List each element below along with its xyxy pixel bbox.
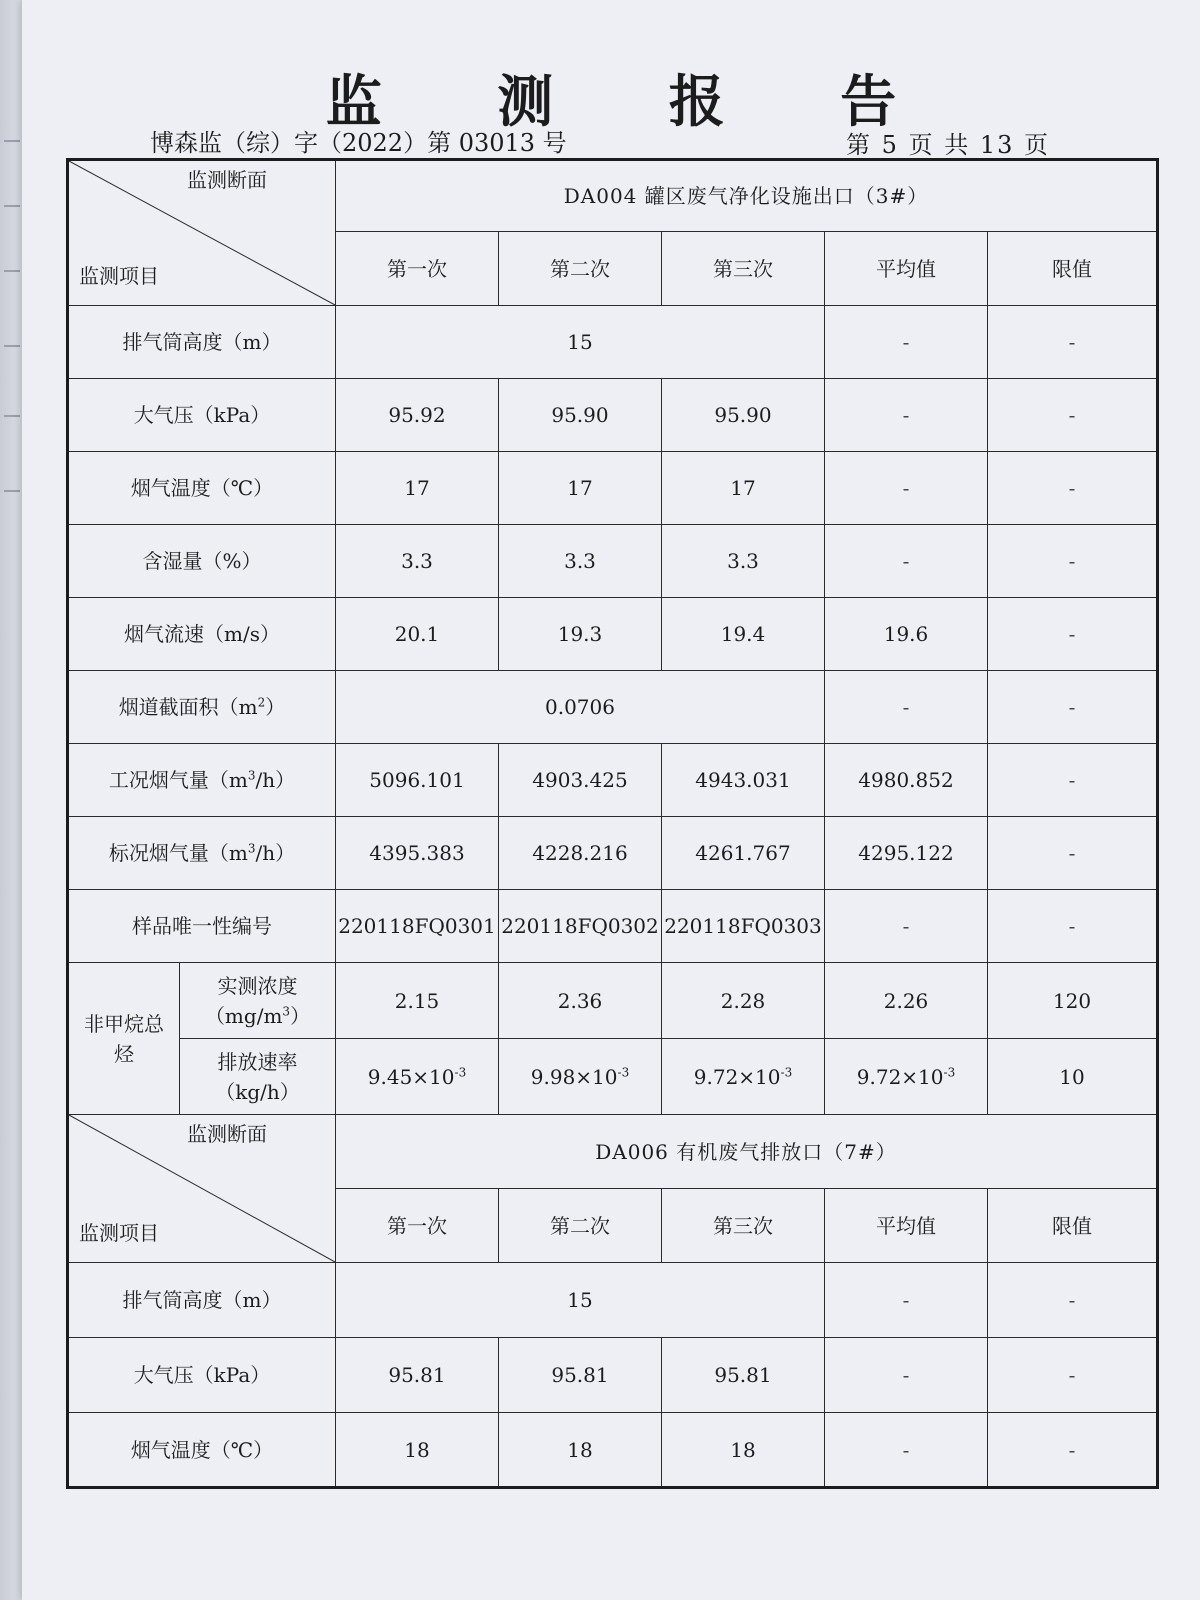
- col-limit: 限值: [988, 232, 1158, 306]
- binding-strip: [0, 0, 22, 1600]
- sub-label-line1: 实测浓度: [217, 973, 298, 998]
- col-third: 第三次: [662, 1189, 825, 1263]
- corner-cell: [68, 160, 336, 306]
- col-second: 第二次: [499, 1189, 662, 1263]
- value-2: 4228.216: [499, 817, 662, 890]
- value-2: 2.36: [499, 963, 662, 1039]
- limit-value: 10: [988, 1039, 1158, 1115]
- value-2: 19.3: [499, 598, 662, 671]
- value-3: 3.3: [662, 525, 825, 598]
- row-label: [68, 744, 336, 817]
- value-base: 9.72×10: [693, 1064, 781, 1089]
- limit-value: -: [988, 671, 1158, 744]
- section2-name: DA006 有机废气排放口（7#）: [336, 1115, 1158, 1189]
- value-2: 17: [499, 452, 662, 525]
- value-base: 9.45×10: [367, 1064, 455, 1089]
- merged-value: 15: [336, 1263, 825, 1338]
- avg-value: -: [825, 306, 988, 379]
- avg-value: -: [825, 1263, 988, 1338]
- value-3: 4261.767: [662, 817, 825, 890]
- section1-name: DA004 罐区废气净化设施出口（3#）: [336, 160, 1158, 232]
- value-2: [499, 1039, 662, 1115]
- value-base: 9.72×10: [856, 1064, 944, 1089]
- value-2: 4903.425: [499, 744, 662, 817]
- col-second: 第二次: [499, 232, 662, 306]
- row-label: 大气压（kPa）: [68, 379, 336, 452]
- limit-value: -: [988, 817, 1158, 890]
- value-2: 95.81: [499, 1338, 662, 1413]
- limit-value: -: [988, 306, 1158, 379]
- value-1: 95.81: [336, 1338, 499, 1413]
- label-text-end: /h）: [255, 768, 296, 792]
- value-2: 220118FQ0302: [499, 890, 662, 963]
- value-2: 18: [499, 1413, 662, 1488]
- table-row: [68, 963, 1158, 1039]
- avg-value: 4295.122: [825, 817, 988, 890]
- item-label: 监测项目: [79, 1221, 159, 1245]
- row-label: [68, 671, 336, 744]
- row-label: [68, 817, 336, 890]
- row-label: 排气筒高度（m）: [68, 306, 336, 379]
- section2-header-row: [68, 1115, 1158, 1189]
- value-3: [662, 1039, 825, 1115]
- col-average: 平均值: [825, 1189, 988, 1263]
- avg-value: [825, 1039, 988, 1115]
- binding-mark: [4, 140, 20, 142]
- limit-value: 120: [988, 963, 1158, 1039]
- value-1: 3.3: [336, 525, 499, 598]
- limit-value: -: [988, 744, 1158, 817]
- table-row: [68, 744, 1158, 817]
- binding-mark: [4, 205, 20, 207]
- row-label: 大气压（kPa）: [68, 1338, 336, 1413]
- label-text: 标况烟气量（m: [108, 841, 248, 865]
- table-row: [68, 525, 1158, 598]
- sub-label-line2: （mg/m: [204, 1003, 283, 1028]
- col-first: 第一次: [336, 1189, 499, 1263]
- avg-value: -: [825, 1338, 988, 1413]
- value-1: 220118FQ0301: [336, 890, 499, 963]
- table-row: [68, 1039, 1158, 1115]
- avg-value: -: [825, 671, 988, 744]
- table-row: [68, 598, 1158, 671]
- label-superscript: 3: [282, 1003, 291, 1018]
- value-1: 17: [336, 452, 499, 525]
- avg-value: -: [825, 890, 988, 963]
- item-label: 监测项目: [79, 264, 159, 288]
- value-3: 4943.031: [662, 744, 825, 817]
- table-row: [68, 306, 1158, 379]
- value-1: 4395.383: [336, 817, 499, 890]
- section-label: 监测断面: [187, 168, 267, 192]
- monitoring-table: [66, 158, 1159, 1489]
- merged-value: 15: [336, 306, 825, 379]
- value-3: 18: [662, 1413, 825, 1488]
- page-number: 第 5 页 共 13 页: [846, 131, 1050, 159]
- col-average: 平均值: [825, 232, 988, 306]
- nmhc-group-label: [68, 963, 180, 1115]
- row-label: 烟气温度（℃）: [68, 1413, 336, 1488]
- table-row: [68, 890, 1158, 963]
- value-1: 20.1: [336, 598, 499, 671]
- sub-label-line2: （kg/h）: [215, 1079, 300, 1104]
- avg-value: 4980.852: [825, 744, 988, 817]
- value-3: 2.28: [662, 963, 825, 1039]
- label-superscript: 3: [247, 768, 256, 783]
- table-row: [68, 1413, 1158, 1488]
- sub-label-line1: 排放速率: [217, 1049, 298, 1074]
- value-3: 17: [662, 452, 825, 525]
- value-3: 95.90: [662, 379, 825, 452]
- table-row: [68, 379, 1158, 452]
- limit-value: -: [988, 525, 1158, 598]
- value-1: 18: [336, 1413, 499, 1488]
- row-label: 含湿量（%）: [68, 525, 336, 598]
- group-label-line1: 非甲烷总: [84, 1011, 164, 1036]
- avg-value: -: [825, 1413, 988, 1488]
- report-page: [22, 0, 1200, 1600]
- corner-cell: [68, 1115, 336, 1263]
- table-row: [68, 671, 1158, 744]
- col-limit: 限值: [988, 1189, 1158, 1263]
- row-label: 烟气温度（℃）: [68, 452, 336, 525]
- limit-value: -: [988, 1263, 1158, 1338]
- limit-value: -: [988, 452, 1158, 525]
- value-3: 95.81: [662, 1338, 825, 1413]
- binding-mark: [4, 345, 20, 347]
- value-exponent: -3: [943, 1064, 956, 1079]
- value-base: 9.98×10: [530, 1064, 618, 1089]
- label-superscript: 2: [257, 695, 266, 710]
- avg-value: 19.6: [825, 598, 988, 671]
- label-text: 烟道截面积（m: [118, 695, 258, 719]
- binding-mark: [4, 270, 20, 272]
- limit-value: -: [988, 1413, 1158, 1488]
- label-text: 工况烟气量（m: [108, 768, 248, 792]
- avg-value: -: [825, 452, 988, 525]
- value-1: 5096.101: [336, 744, 499, 817]
- sub-label: [180, 1039, 336, 1115]
- value-1: 95.92: [336, 379, 499, 452]
- table-row: [68, 452, 1158, 525]
- section-label: 监测断面: [187, 1122, 267, 1146]
- label-text-end: /h）: [255, 841, 296, 865]
- table-row: [68, 1263, 1158, 1338]
- value-exponent: -3: [454, 1064, 467, 1079]
- avg-value: 2.26: [825, 963, 988, 1039]
- value-exponent: -3: [780, 1064, 793, 1079]
- avg-value: -: [825, 379, 988, 452]
- merged-value: 0.0706: [336, 671, 825, 744]
- value-1: [336, 1039, 499, 1115]
- value-exponent: -3: [617, 1064, 630, 1079]
- row-label: 排气筒高度（m）: [68, 1263, 336, 1338]
- report-number: 博森监（综）字（2022）第 03013 号: [150, 129, 567, 157]
- table-row: [68, 817, 1158, 890]
- group-label-line2: 烃: [114, 1041, 134, 1066]
- limit-value: -: [988, 1338, 1158, 1413]
- sub-label: [180, 963, 336, 1039]
- limit-value: -: [988, 598, 1158, 671]
- value-2: 95.90: [499, 379, 662, 452]
- binding-mark: [4, 490, 20, 492]
- value-3: 220118FQ0303: [662, 890, 825, 963]
- value-3: 19.4: [662, 598, 825, 671]
- limit-value: -: [988, 890, 1158, 963]
- section1-header-row: [68, 160, 1158, 232]
- value-1: 2.15: [336, 963, 499, 1039]
- binding-mark: [4, 415, 20, 417]
- table-row: [68, 1338, 1158, 1413]
- avg-value: -: [825, 525, 988, 598]
- limit-value: -: [988, 379, 1158, 452]
- col-first: 第一次: [336, 232, 499, 306]
- row-label: 样品唯一性编号: [68, 890, 336, 963]
- col-third: 第三次: [662, 232, 825, 306]
- row-label: 烟气流速（m/s）: [68, 598, 336, 671]
- report-title: 监 测 报 告: [325, 69, 945, 135]
- value-2: 3.3: [499, 525, 662, 598]
- label-text-end: ）: [265, 695, 286, 719]
- sub-label-line2-end: ）: [290, 1003, 311, 1028]
- label-superscript: 3: [247, 841, 256, 856]
